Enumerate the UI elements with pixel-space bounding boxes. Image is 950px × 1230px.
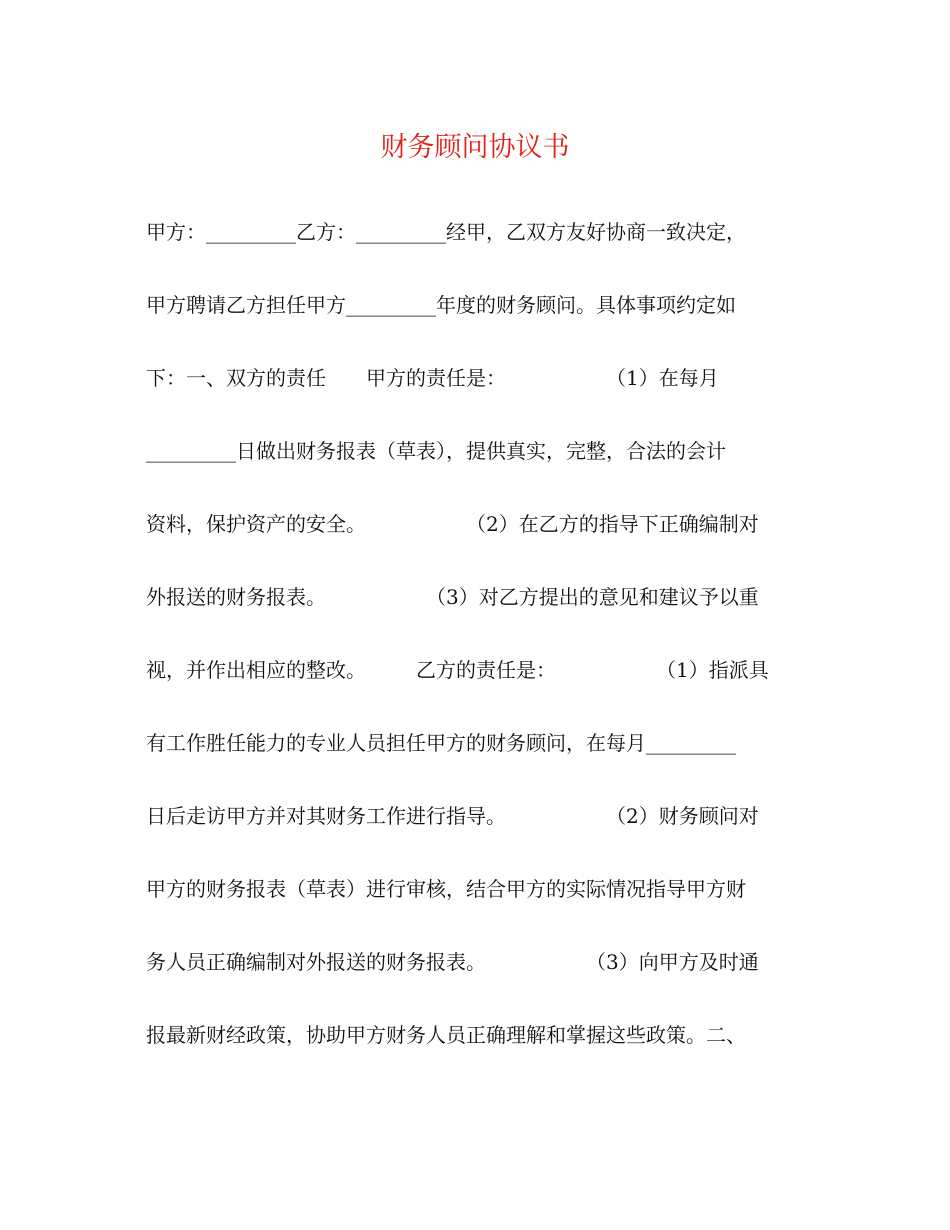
body-line-12: 报最新财经政策，协助甲方财务人员正确理解和掌握这些政策。二、: [146, 1023, 746, 1047]
body-line-10: 甲方的财务报表（草表）进行审核，结合甲方的实际情况指导甲方财: [146, 877, 746, 901]
body-line-11: 务人员正确编制对外报送的财务报表。 （3）向甲方及时通: [146, 950, 759, 974]
body-line-5: 资料，保护资产的安全。 （2）在乙方的指导下正确编制对: [146, 512, 759, 536]
body-line-6: 外报送的财务报表。 （3）对乙方提出的意见和建议予以重: [146, 585, 759, 609]
body-line-9: 日后走访甲方并对其财务工作进行指导。 （2）财务顾问对: [146, 804, 759, 828]
body-line-4: _________日做出财务报表（草表），提供真实，完整，合法的会计: [146, 439, 726, 463]
body-line-8: 有工作胜任能力的专业人员担任甲方的财务顾问，在每月_________: [146, 731, 736, 755]
body-line-3: 下：一、双方的责任 甲方的责任是： （1）在每月: [146, 366, 719, 390]
body-line-2: 甲方聘请乙方担任甲方_________年度的财务顾问。具体事项约定如: [146, 293, 736, 317]
document-title: 财务顾问协议书: [380, 132, 570, 163]
body-line-7: 视，并作出相应的整改。 乙方的责任是： （1）指派具: [146, 658, 769, 682]
body-line-1: 甲方：_________乙方：_________经甲，乙双方友好协商一致决定，: [146, 220, 746, 244]
